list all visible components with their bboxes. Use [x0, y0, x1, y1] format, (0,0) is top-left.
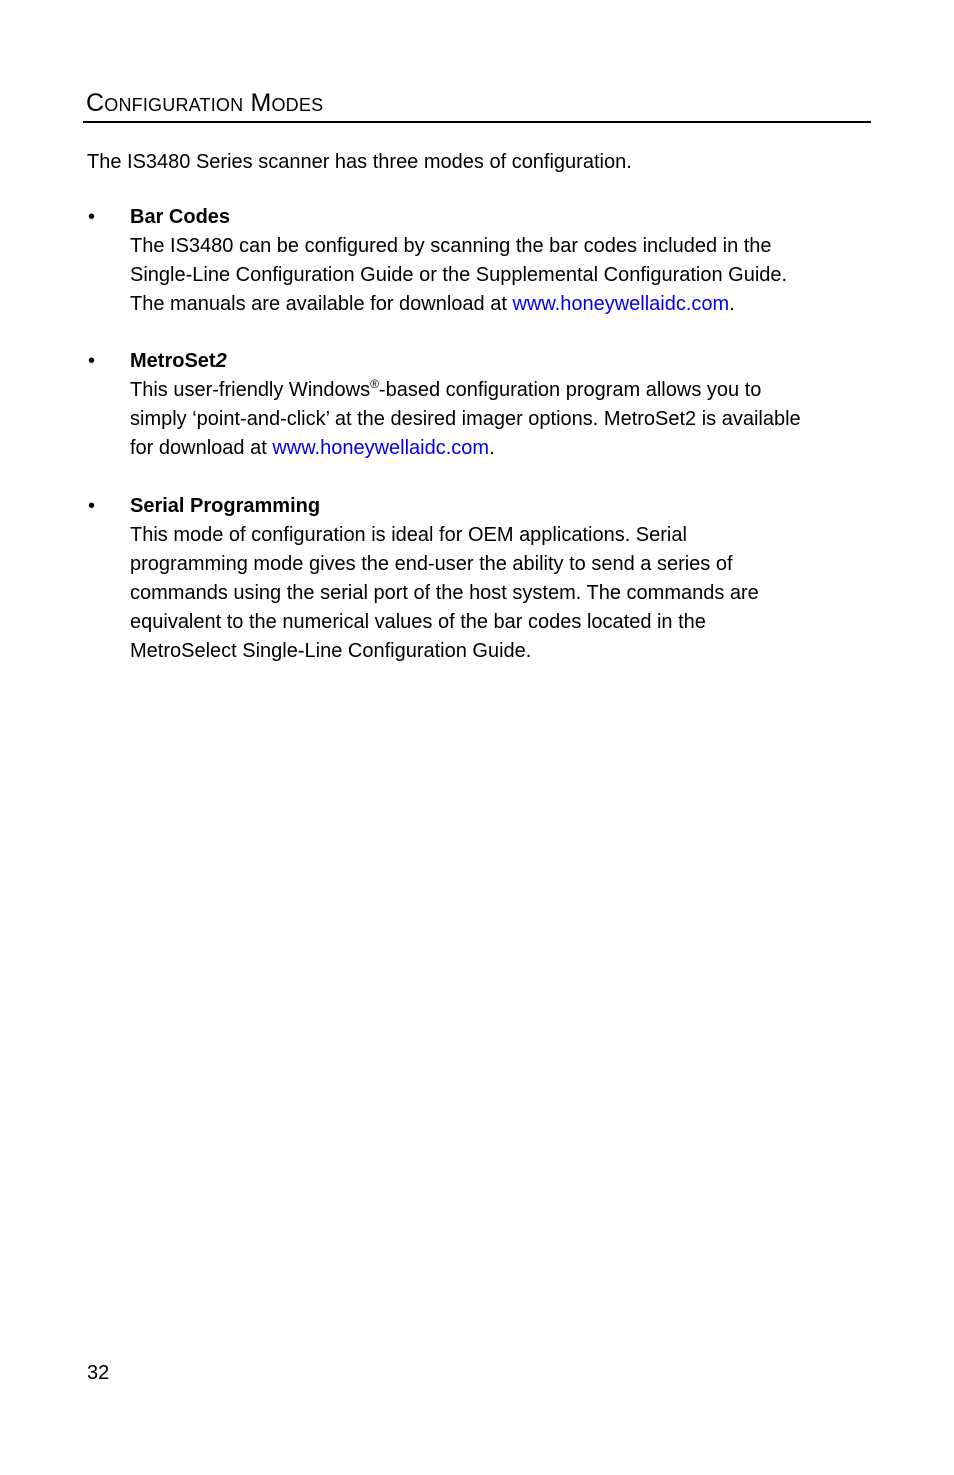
item-title-number: 2: [215, 350, 227, 372]
item-text-line: Single-Line Configuration Guide or the Supplemental Configuration Guide.: [130, 264, 788, 286]
item-text-line: simply ‘point-and-click’ at the desired imager options. MetroSet2 is available: [130, 408, 801, 430]
bullet-icon: •: [88, 206, 96, 228]
item-text-line: commands using the serial port of the host system. The commands are: [130, 582, 759, 604]
item-text: The manuals are available for download at: [130, 293, 513, 315]
item-title: [130, 347, 870, 376]
list-item-body: [130, 203, 870, 319]
item-text: .: [729, 293, 735, 315]
item-text: -based configuration program allows you to: [378, 379, 762, 401]
item-text-line: [130, 434, 870, 463]
bullet-icon: •: [88, 495, 96, 517]
section-heading: Configuration Modes: [86, 89, 324, 117]
item-text-line: MetroSelect Single-Line Configuration Guide.: [130, 640, 532, 662]
item-text-line: [130, 290, 870, 319]
list-item-body: [130, 492, 870, 666]
item-text-line: [130, 376, 870, 405]
item-text-line: This mode of configuration is ideal for OEM applications. Serial: [130, 524, 687, 546]
registered-trademark-icon: ®: [370, 377, 379, 391]
item-text: This user-friendly Windows: [130, 379, 371, 401]
item-text: for download at: [130, 437, 273, 459]
item-title-text: MetroSet: [130, 350, 216, 372]
item-text-line: The IS3480 can be configured by scanning the bar codes included in the: [130, 235, 772, 257]
item-text-line: equivalent to the numerical values of the bar codes located in the: [130, 611, 706, 633]
bullet-icon: •: [88, 350, 96, 372]
item-text-line: programming mode gives the end-user the ability to send a series of: [130, 553, 733, 575]
page-number: 32: [87, 1362, 110, 1384]
heading-underline: [83, 121, 871, 123]
item-title: Bar Codes: [130, 206, 231, 228]
list-item-body: [130, 347, 870, 463]
honeywell-link[interactable]: www.honeywellaidc.com: [512, 293, 730, 315]
intro-paragraph: The IS3480 Series scanner has three modes of configuration.: [87, 151, 632, 173]
item-title: Serial Programming: [130, 495, 321, 517]
item-text: .: [489, 437, 495, 459]
honeywell-link[interactable]: www.honeywellaidc.com: [272, 437, 490, 459]
